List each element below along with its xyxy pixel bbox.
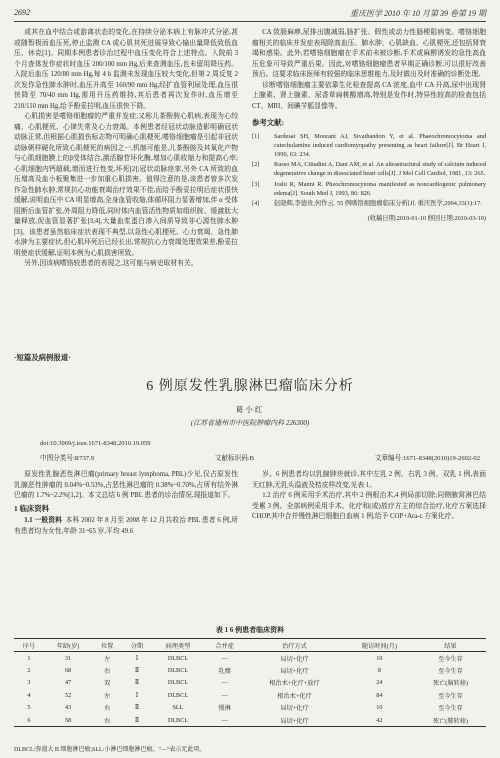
table-cell: Ⅱ: [134, 704, 140, 712]
table-cell: 局切+化疗: [245, 714, 344, 727]
table-row: [14, 689, 486, 701]
running-header: [14, 6, 486, 20]
table-cell: DLBCL: [167, 679, 189, 687]
classification-line: [40, 452, 480, 462]
reference-number: [1]: [252, 132, 260, 140]
table-cell: 右: [92, 714, 122, 727]
table-cell: 左: [104, 655, 111, 663]
table-cell: DLBCL: [167, 691, 189, 699]
table-header-cell: 序号: [14, 639, 44, 652]
general-info-paragraph: [14, 516, 238, 537]
table-cell: 42: [344, 714, 415, 727]
table-cell: 52: [64, 691, 72, 699]
article-id: 文章编号:1671-8348(2010)19-2692-02: [374, 455, 480, 462]
table-cell: 47: [64, 679, 72, 687]
general-info-text: 本科 2002 年 8 月至 2008 年 12 月共收治 PBL 患者 6 例,所有患者均为女性,年龄 31~65 岁,平均 49.6: [14, 517, 238, 535]
table-cell: 31: [64, 654, 72, 662]
right-column: [252, 28, 486, 350]
table-header-cell: 病理类型: [152, 639, 204, 652]
intro-paragraph: 原发性乳腺恶性淋巴瘤(primary breast lymphoma, PBL)少见,仅占原发性乳腺恶性肿瘤的 0.04%~0.53%,占恶性淋巴瘤的 0.38%~0.70%,占所有结外淋巴瘤的 1.7%~2.2%[1,2]。本文总结 6 例 PBL 患者的诊治情况,现报道如下。: [14, 471, 238, 499]
table-row: [14, 652, 486, 665]
table-cell: Ⅱ: [122, 714, 152, 727]
table-cell: 根治术+化疗: [277, 692, 312, 700]
table-header-cell: 随访时间(月): [344, 639, 415, 652]
table-cell: 右: [104, 668, 111, 676]
table-cell: 右: [104, 705, 111, 713]
table-cell: 双: [104, 680, 111, 688]
table-cell: 慢淋: [218, 705, 231, 713]
table-cell: —: [221, 654, 228, 662]
reference-number: [4]: [252, 199, 260, 207]
table-cell: DLBCL: [167, 667, 189, 675]
references-heading: 参考文献:: [252, 118, 285, 127]
table-cell: 至今生存: [438, 668, 463, 676]
table-cell: 乳糜: [218, 668, 231, 676]
table-cell: 左: [104, 692, 111, 700]
table-cell: 5: [27, 704, 31, 712]
table-row: [14, 702, 486, 714]
table-cell: 58: [44, 714, 93, 727]
section-tag: ·短篇及病例报道·: [14, 353, 71, 362]
table-cell: 10: [376, 654, 383, 662]
article-title: 6 例原发性乳腺淋巴瘤临床分析: [146, 379, 354, 394]
table-cell: 6: [14, 714, 44, 727]
left-column: [14, 28, 238, 350]
subsection-heading: 1.1 一般资料: [24, 517, 62, 524]
left-paragraph: 心肌损害是嗜铬细胞瘤的严重并发症,又称儿茶酚胺心肌病,表现为心绞痛、心肌梗死、心律失常及心力衰竭。本例患者经冠状动脉造影明确冠状动脉正常,但根据心肌损伤标志物可明确心肌梗死,嗜铬细胞瘤是引起非冠状动脉粥样硬化所致心肌梗死的病因之一,机制可能是,儿茶酚胺及其氧化产物与心肌细胞膜上的β受体结合,激活腺苷环化酶,增加心肌收缩力和提高心率;心肌细胞内钙超载,增而进行性变,坏死[2];冠状动脉痉挛,另外 CA 所致的血压增高及血小板聚集进一步加重心肌损害。值得注意的是,该患者曾多次发作急性肺水肿,常规抗心功能衰竭治疗效果不佳,而给予酚妥拉明后症状很快缓解,说明血压中 CA 明显增高,全身血管收缩,体循环阻力显著增加,伴 α 受体阻断后血管扩张,外周阻力降低,同时体内血管活性物质如组织胺、缓激肽大量释放,促血管显著扩张[3,4],大量血浆蛋白渗入间质导致非心源性肺水肿[3]。该患者虽然临床症状表现不典型,以急性心肌梗死、心力衰竭、急性肺水肿为主要症状,但心肌坏死后已经长出,常规抗心力衰竭处理效果差,酚妥拉明使症状缓解,证明本例为心肌损害所致。: [14, 113, 238, 257]
page-number: 2692: [14, 8, 30, 17]
table-cell: —: [204, 714, 245, 727]
table-header-cell: 合并症: [204, 639, 245, 652]
table-cell: 至今生存: [438, 705, 463, 713]
reference-text: Russo MA, Cittadini A, Dani AM, et al. An ultrastructural study of calcium induced degenerative change in dissociated heart cells[J]. J Mol Cell Cardiol, 1981, 13: 265.: [274, 161, 486, 178]
table-cell: 43: [64, 704, 72, 712]
left-paragraph: 或其在血中结合或游离状态的变化,在持续分泌本病上有脉冲式分泌,甚或随暂极而血压死,停止监测 CA 或心肌其死迸展导致心输出量降低致低血压、休克[1]。同期本例患者诊治过程中血压变化符合上述特点。入院前 3 个月查体发作症状时血压 200/100 mm Hg,后来查测血压,也未留用降压药。入院后血压 120/80 mm Hg,每 4 h 监测未发现血压较大变化,但第 2 周反复 2 次发作急性肺水肿时,血压升高至 160/90 mm Hg,经扩血管利尿处理,血压很快降至 70/40 mm Hg,需用升压药维持,其后患者再次发作时,血压增至 210/110 mm Hg,给予酚妥拉明,血压很快下降。: [14, 29, 238, 110]
table-header-cell: 位置: [92, 639, 122, 652]
table-cell: —: [221, 679, 228, 687]
table-header-cell: 年龄(岁): [44, 639, 93, 652]
table-cell: 至今生存: [438, 655, 463, 663]
header-rule: [14, 21, 486, 22]
table-header-cell: 结果: [415, 639, 486, 652]
reference-text: Sardesai SH, Mourant AJ, Sivathandon Y, et al. Phaeochromocytoma and catecholamine induced cardiomyopathy presenting as heart failure[J]. Br Heart J, 1990, 63: 234.: [274, 132, 486, 158]
table-cell: Ⅱ: [134, 679, 140, 687]
reference-number: [2]: [252, 161, 260, 169]
table-caption: 表 1 6 例患者临床资料: [215, 626, 285, 634]
table-header-cell: 分期: [122, 639, 152, 652]
reference-item: [252, 180, 486, 198]
table-cell: 至今生存: [438, 692, 463, 700]
reference-item: [252, 132, 486, 160]
article-doi: doi:10.3969/j.issn.1671-8348.2010.19.059: [40, 440, 151, 447]
reference-item: [252, 160, 486, 178]
journal-title: 重庆医学 2010 年 10 月第 39 卷第 19 期: [350, 9, 486, 18]
table-cell: 局切+化疗: [280, 655, 309, 663]
clinical-data-table: [14, 638, 486, 727]
table-cell: Ⅰ: [135, 691, 139, 699]
table-cell: SLL: [172, 704, 184, 712]
right-paragraph: CA 致肠麻痹,尿排出腹减弱,肠扩张、假性或动力性肠梗阻病变。嗜铬细胞瘤相关的临床并发症表现除高血压、肺水肿、心肌缺血、心肌梗死,还包括肾衰竭和感染。此外,若嗜铬细胞瘤在手术前未被诊断,手术或麻醉诱发的急性高血压危象可导致严重后果。因此,对嗜铬细胞瘤患者早期正确诊断,可以很好改善预后。这要求临床医师有较强的临床思维能力,及时做出及时准确的诊断处理。: [252, 29, 486, 78]
reference-text: 赵晓辉,李德贵,何作云. 55 例嗜铬细胞瘤临床分析[J]. 重庆医学,2004,33(1):17.: [274, 199, 482, 207]
table-row: [14, 664, 486, 676]
table-cell: 4: [27, 691, 31, 699]
treatment-paragraph: 1.2 治疗 6 例采用手术治疗,其中 2 例根治术,4 例局部切除;同侧腋窝淋巴结受累 3 例。全部病例采用手术、化疗和(或)放疗方主的综合治疗,化疗方案选择 CHOP,其中合并慢性淋巴细胞白血病 1 例,给予 COP+Ara-c 方案化疗。: [252, 492, 486, 520]
received-dates: (收稿日期:2010-01-10 修回日期:2010-03-10): [367, 215, 486, 223]
table-cell: 24: [376, 679, 383, 687]
table-cell: 68: [64, 667, 72, 675]
table-cell: 死亡(脑转移): [432, 680, 468, 688]
clc-number: 中图分类号:R737.9: [40, 455, 95, 462]
table-cell: 8: [377, 667, 381, 675]
table-cell: Ⅰ: [135, 654, 139, 662]
reference-number: [3]: [252, 180, 260, 188]
body-right-column: [252, 470, 486, 620]
table-cell: 10: [376, 704, 383, 712]
table-cell: 死亡(肺转移): [415, 714, 486, 727]
right-paragraph: 诊断嗜铬细胞瘤主要依靠生化检查提高 CA 浓度,血中 CA 升高,尿中出现肾上腺素、肾上腺素、尿香草扁桃酸增高,特别是发作时,特异性较高的检查包括 CT、MRI、间碘苄胍显像等。: [252, 81, 486, 110]
table-cell: 根治术+化疗+放疗: [269, 680, 320, 688]
table-cell: —: [221, 691, 228, 699]
table-cell: DLBCL: [152, 714, 204, 727]
body-right-paragraph: 岁。6 例患者均以乳腺肿块就诊,其中左乳 2 例、右乳 3 例、双乳 1 例,表面无红肿,无乳头溢液及桔皮样改变,见表 1。: [252, 471, 486, 489]
table-cell: 84: [376, 691, 383, 699]
table-cell: DLBCL: [167, 654, 189, 662]
reference-item: [252, 199, 486, 208]
table-header-row: [14, 639, 486, 652]
section-heading: 1 临床资料: [14, 503, 50, 513]
article-author: 葛小红: [235, 405, 265, 414]
table-header-cell: 治疗方式: [245, 639, 344, 652]
table-cell: Ⅱ: [134, 667, 140, 675]
table-cell: 局切+化疗: [280, 705, 309, 713]
table-cell: 局切+化疗: [280, 668, 309, 676]
document-code: 文献标识码:B: [214, 455, 255, 462]
body-left-column: [14, 470, 238, 620]
left-paragraph: 另外,因该病嗜铬较患者的表现之,这可能与病史取材有关。: [24, 260, 198, 267]
article-affiliation: (江苏省通州市中医院肿瘤内科 226300): [190, 419, 310, 427]
table-cell: 3: [27, 679, 31, 687]
table-row: [14, 714, 486, 727]
table-row: [14, 677, 486, 689]
table-cell: 1: [27, 654, 31, 662]
reference-text: Joshi R, Manni R. Pheochromocytoma manifested as noncardiogenic pulmonary edema[J]. South Med J, 1993, 86: 826.: [274, 180, 486, 197]
table-note: DLBCL:弥漫大 B 细胞淋巴瘤;SLL:小淋巴细胞淋巴瘤。"—"表示无此项。: [14, 747, 206, 753]
table-cell: 2: [27, 667, 31, 675]
